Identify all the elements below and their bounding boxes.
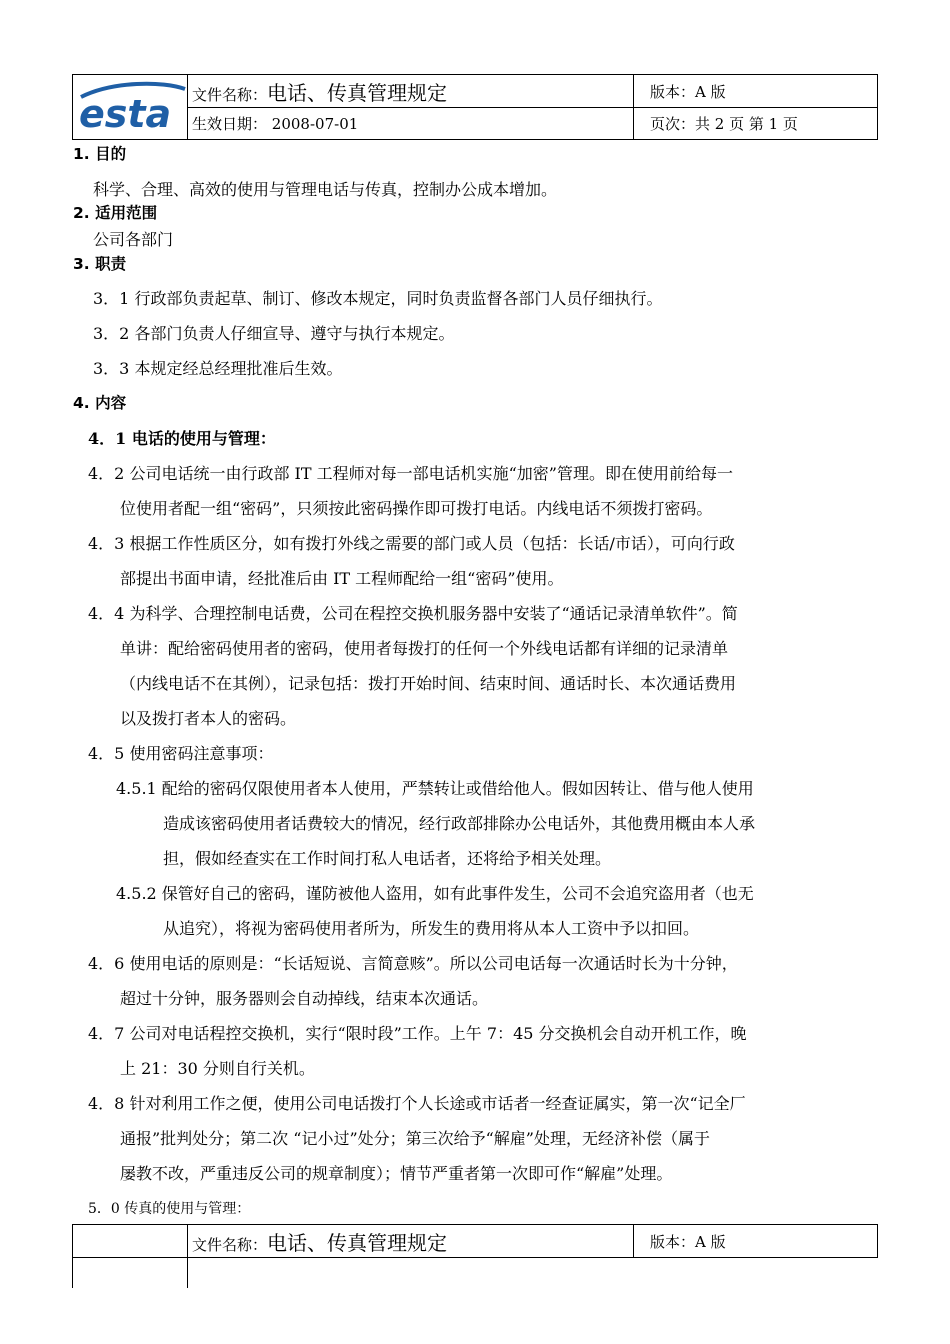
section-4-2-line2: 位使用者配一组“密码”，只须按此密码操作即可拨打电话。内线电话不须拨打密码。 <box>120 499 713 518</box>
section-4-5-2-line1: 4.5.2 保管好自己的密码，谨防被他人盗用，如有此事件发生，公司不会追究盗用者（也无 <box>116 884 754 903</box>
section-3-1: 3．1 行政部负责起草、制订、修改本规定，同时负责监督各部门人员仔细执行。 <box>93 289 663 308</box>
esta-logo-icon <box>73 75 187 139</box>
next-page-spacer-2 <box>188 1258 634 1288</box>
section-3-title: 3. 职责 <box>73 255 127 273</box>
section-4-6-line1: 4．6 使用电话的原则是：“长话短说、言简意赅”。所以公司电话每一次通话时长为十分钟， <box>88 954 738 973</box>
next-doc-name-cell <box>188 1225 634 1258</box>
section-4-7-line1: 4．7 公司对电话程控交换机，实行“限时段”工作。上午 7：45 分交换机会自动开机工作，晚 <box>88 1024 747 1043</box>
section-4-3-line1: 4．3 根据工作性质区分，如有拨打外线之需要的部门或人员（包括：长话/市话），可向行政 <box>88 534 735 553</box>
section-4-4-line1: 4．4 为科学、合理控制电话费，公司在程控交换机服务器中安装了“通话记录清单软件”。简 <box>88 604 738 623</box>
section-5-0: 5．0 传真的使用与管理： <box>88 1201 251 1217</box>
section-3-2: 3．2 各部门负责人仔细宣导、遵守与执行本规定。 <box>93 324 455 343</box>
next-doc-name-label: 文件名称： <box>192 1235 268 1254</box>
section-1-title: 1. 目的 <box>73 145 127 163</box>
section-4-3-line2: 部提出书面申请，经批准后由 IT 工程师配给一组“密码”使用。 <box>120 569 564 588</box>
section-4-5-2-line2: 从追究），将视为密码使用者所为，所发生的费用将从本人工资中予以扣回。 <box>163 919 700 938</box>
next-page-header <box>72 1224 878 1288</box>
section-4-7-line2: 上 21：30 分则自行关机。 <box>120 1059 315 1078</box>
document-header <box>72 74 878 140</box>
doc-name-cell <box>188 75 634 108</box>
section-1-text: 科学、合理、高效的使用与管理电话与传真，控制办公成本增加。 <box>93 180 558 199</box>
next-page-spacer <box>73 1258 188 1288</box>
effective-date: 2008-07-01 <box>271 115 359 133</box>
section-4-4-line2: 单讲：配给密码使用者的密码，使用者每拨打的任何一个外线电话都有详细的记录清单 <box>120 639 729 658</box>
next-page-logo-cell <box>73 1225 188 1258</box>
section-4-5-1-line2: 造成该密码使用者话费较大的情况，经行政部排除办公电话外，其他费用概由本人承 <box>163 814 756 833</box>
section-4-8-line3: 屡教不改，严重违反公司的规章制度）；情节严重者第一次即可作“解雇”处理。 <box>120 1164 673 1183</box>
section-4-5-1-line3: 担，假如经查实在工作时间打私人电话者，还将给予相关处理。 <box>163 849 612 868</box>
effective-label: 生效日期： <box>192 115 268 133</box>
next-version-cell: 版本：A 版 <box>634 1225 878 1258</box>
section-4-4-line3: （内线电话不在其例），记录包括：拨打开始时间、结束时间、通话时长、本次通话费用 <box>120 674 737 693</box>
version-cell: 版本：A 版 <box>634 75 878 108</box>
section-2-title: 2. 适用范围 <box>73 204 158 222</box>
section-4-title: 4. 内容 <box>73 394 127 412</box>
effective-date-cell <box>188 108 634 140</box>
section-4-4-line4: 以及拨打者本人的密码。 <box>120 709 297 728</box>
section-4-5-1-line1: 4.5.1 配给的密码仅限使用者本人使用，严禁转让或借给他人。假如因转让、借与他人使用 <box>116 779 754 798</box>
pages-cell: 页次：共 2 页 第 1 页 <box>634 108 878 140</box>
section-4-8-line1: 4．8 针对利用工作之便，使用公司电话拨打个人长途或市话者一经查证属实，第一次“记全厂 <box>88 1094 746 1113</box>
section-4-8-line2: 通报”批判处分；第二次 “记小过”处分；第三次给予“解雇”处理，无经济补偿（属于 <box>120 1129 710 1148</box>
section-2-text: 公司各部门 <box>93 230 174 249</box>
logo-text: esta <box>79 92 172 136</box>
section-4-5: 4．5 使用密码注意事项： <box>88 744 274 763</box>
doc-name: 电话、传真管理规定 <box>267 80 448 105</box>
section-4-2-line1: 4．2 公司电话统一由行政部 IT 工程师对每一部电话机实施“加密”管理。即在使用前给每一 <box>88 464 733 483</box>
next-doc-name: 电话、传真管理规定 <box>267 1230 448 1255</box>
doc-name-label: 文件名称： <box>192 85 268 104</box>
section-4-6-line2: 超过十分钟，服务器则会自动掉线，结束本次通话。 <box>120 989 489 1008</box>
section-4-1: 4．1 电话的使用与管理： <box>88 429 276 448</box>
company-logo <box>73 75 188 140</box>
section-3-3: 3．3 本规定经总经理批准后生效。 <box>93 359 343 378</box>
next-page-spacer-3 <box>634 1258 878 1288</box>
